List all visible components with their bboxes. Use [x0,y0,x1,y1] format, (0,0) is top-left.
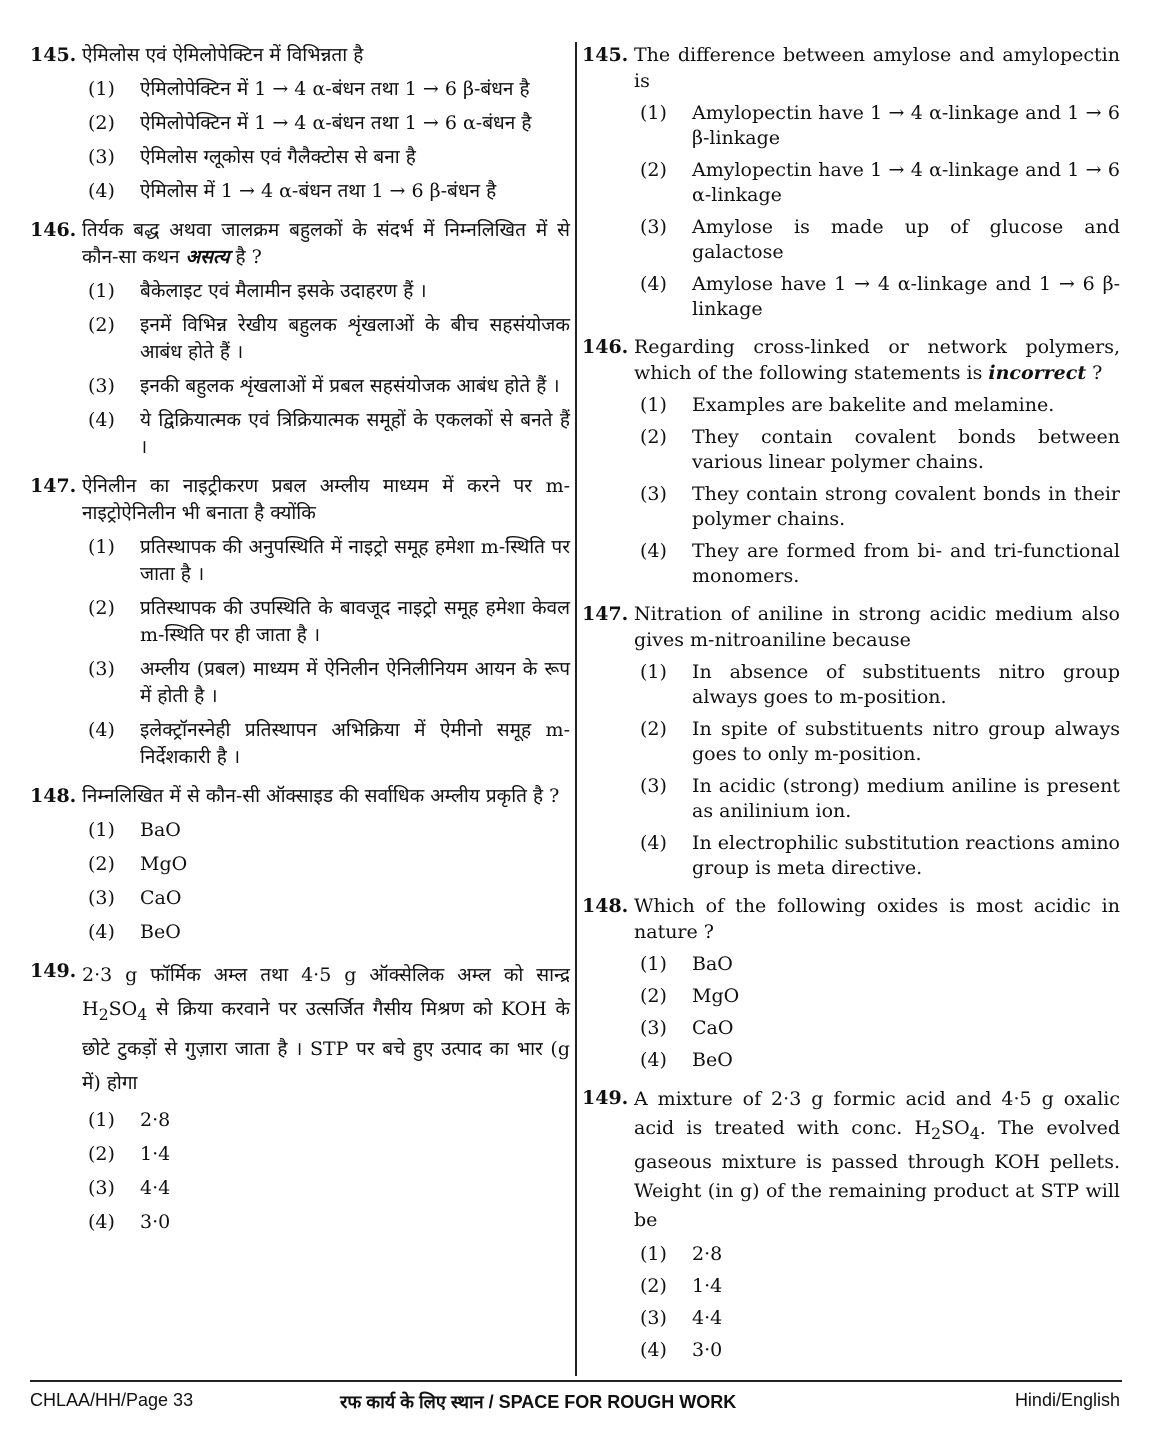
question-number: 145. [30,44,77,66]
option: (3) 4·4 [640,1306,723,1329]
option: (2) MgO [88,853,188,875]
question-number: 146. [30,219,77,241]
page-footer [30,1388,1122,1418]
option: (1) Examples are bakelite and melamine. [640,394,1055,416]
option: (4) BeO [88,921,181,943]
option: (2) इनमें विभिन्न रेखीय बहुलक शृंखलाओं के बीच सहसंयोजक आबंध होते हैं । [88,314,570,363]
option: (4) 3·0 [88,1210,171,1233]
language-label: Hindi/English [1014,1390,1120,1410]
question-text: निम्नलिखित में से कौन-सी ऑक्साइड की सर्वाधिक अम्लीय प्रकृति है ? [82,785,560,807]
option: (3) इनकी बहुलक शृंखलाओं में प्रबल सहसंयोजक आबंध होते हैं । [88,375,560,397]
question-number: 146. [582,336,629,358]
option: (4) इलेक्ट्रॉनस्नेही प्रतिस्थापन अभिक्रिया में ऐमीनो समूह m-निर्देशकारी है । [88,719,570,768]
question-text: Nitration of aniline in strong acidic medium also gives m-nitroaniline because [634,603,1120,651]
question-149-en [582,1085,1120,1363]
question-148-en [582,893,1120,1073]
question-146-hi [30,217,570,461]
option: (3) They contain strong covalent bonds in their polymer chains. [640,483,1120,530]
option: (1) In absence of substituents nitro group always goes to m-position. [640,661,1120,708]
option: (2) MgO [640,985,740,1007]
column-divider [575,42,577,1376]
option: (3) CaO [640,1017,734,1039]
option: (1) BaO [88,819,181,841]
question-146-en [582,334,1120,589]
option: (3) Amylose is made up of glucose and galactose [640,216,1120,263]
question-text: Regarding cross-linked or network polymers, which of the following statements is incorrect ? [634,336,1120,384]
question-text: A mixture of 2·3 g formic acid and 4·5 g oxalic acid is treated with conc. $H_2SO_4$. The evolved gaseous mixture is passed through KOH pellets. Weight (in g) of the remaining product at STP will be [634,1088,1120,1231]
option: (3) In acidic (strong) medium aniline is present as anilinium ion. [640,775,1120,822]
question-147-hi [30,473,570,771]
option: (4) ये द्विक्रियात्मक एवं त्रिक्रियात्मक समूहों के एकलकों से बनते हैं । [88,409,570,458]
question-149-hi [30,958,570,1236]
option: (3) अम्लीय (प्रबल) माध्यम में ऐनिलीन ऐनिलीनियम आयन के रूप में होती है । [88,658,570,707]
question-text: Which of the following oxides is most acidic in nature ? [634,895,1120,943]
option: (3) CaO [88,887,182,909]
question-number: 147. [582,603,629,625]
option: (1) BaO [640,953,733,975]
page-code: CHLAA/HH/Page 33 [30,1390,194,1410]
question-number: 148. [582,895,629,917]
option: (1) प्रतिस्थापक की अनुपस्थिति में नाइट्रो समूह हमेशा m-स्थिति पर जाता है । [88,536,570,585]
option: (3) 4·4 [88,1176,171,1199]
option: (2) प्रतिस्थापक की उपस्थिति के बावजूद नाइट्रो समूह हमेशा केवल m-स्थिति पर ही जाता है । [88,597,570,646]
question-147-en [582,601,1120,881]
question-145-hi [30,42,570,205]
option: (4) They are formed from bi- and tri-functional monomers. [640,540,1120,587]
option: (4) ऐमिलोस में 1 → 4 α-बंधन तथा 1 → 6 β-बंधन है [88,180,497,202]
question-text: तिर्यक बद्ध अथवा जालक्रम बहुलकों के संदर्भ में निम्नलिखित में से कौन-सा कथन असत्य है ? [82,219,570,268]
option: (2) Amylopectin have 1 → 4 α-linkage and 1 → 6 α-linkage [640,159,1120,206]
option: (1) 2·8 [88,1108,171,1131]
question-number: 148. [30,785,77,807]
question-145-en [582,42,1120,322]
english-column [582,42,1120,1375]
option: (1) 2·8 [640,1242,723,1265]
option: (1) बैकेलाइट एवं मैलामीन इसके उदाहरण हैं । [88,280,427,302]
footer-rule [30,1380,1122,1382]
option: (2) 1·4 [640,1274,723,1297]
option: (4) BeO [640,1049,733,1071]
option: (4) 3·0 [640,1338,723,1361]
question-text: ऐमिलोस एवं ऐमिलोपेक्टिन में विभिन्नता है [82,44,364,66]
option: (3) ऐमिलोस ग्लूकोस एवं गैलैक्टोस से बना है [88,146,416,168]
question-148-hi [30,783,570,946]
question-number: 149. [30,960,77,982]
option: (2) In spite of substituents nitro group always goes to only m-position. [640,718,1120,765]
option: (2) 1·4 [88,1142,171,1165]
option: (2) ऐमिलोपेक्टिन में 1 → 4 α-बंधन तथा 1 → 6 α-बंधन है [88,112,532,134]
question-number: 145. [582,44,629,66]
rough-work-label: रफ कार्य के लिए स्थान / SPACE FOR ROUGH WORK [340,1392,737,1412]
option: (4) In electrophilic substitution reactions amino group is meta directive. [640,832,1120,879]
question-text: 2·3 g फॉर्मिक अम्ल तथा 4·5 g ऑक्सेलिक अम्ल को सान्द्र $H_2SO_4$ से क्रिया करवाने पर उत्सर्जित गैसीय मिश्रण को KOH के छोटे टुकड़ों से गुज़ारा जाता है । STP पर बचे हुए उत्पाद का भार (g में) होगा [82,964,570,1094]
option: (4) Amylose have 1 → 4 α-linkage and 1 → 6 β-linkage [640,273,1120,320]
question-number: 149. [582,1087,629,1109]
question-number: 147. [30,475,77,497]
option: (1) ऐमिलोपेक्टिन में 1 → 4 α-बंधन तथा 1 → 6 β-बंधन है [88,78,530,100]
question-text: The difference between amylose and amylopectin is [634,44,1120,92]
option: (1) Amylopectin have 1 → 4 α-linkage and 1 → 6 β-linkage [640,102,1120,149]
hindi-column [30,42,570,1248]
question-text: ऐनिलीन का नाइट्रीकरण प्रबल अम्लीय माध्यम में करने पर m-नाइट्रोऐनिलीन भी बनाता है क्योंकि [82,475,570,524]
option: (2) They contain covalent bonds between various linear polymer chains. [640,426,1120,473]
